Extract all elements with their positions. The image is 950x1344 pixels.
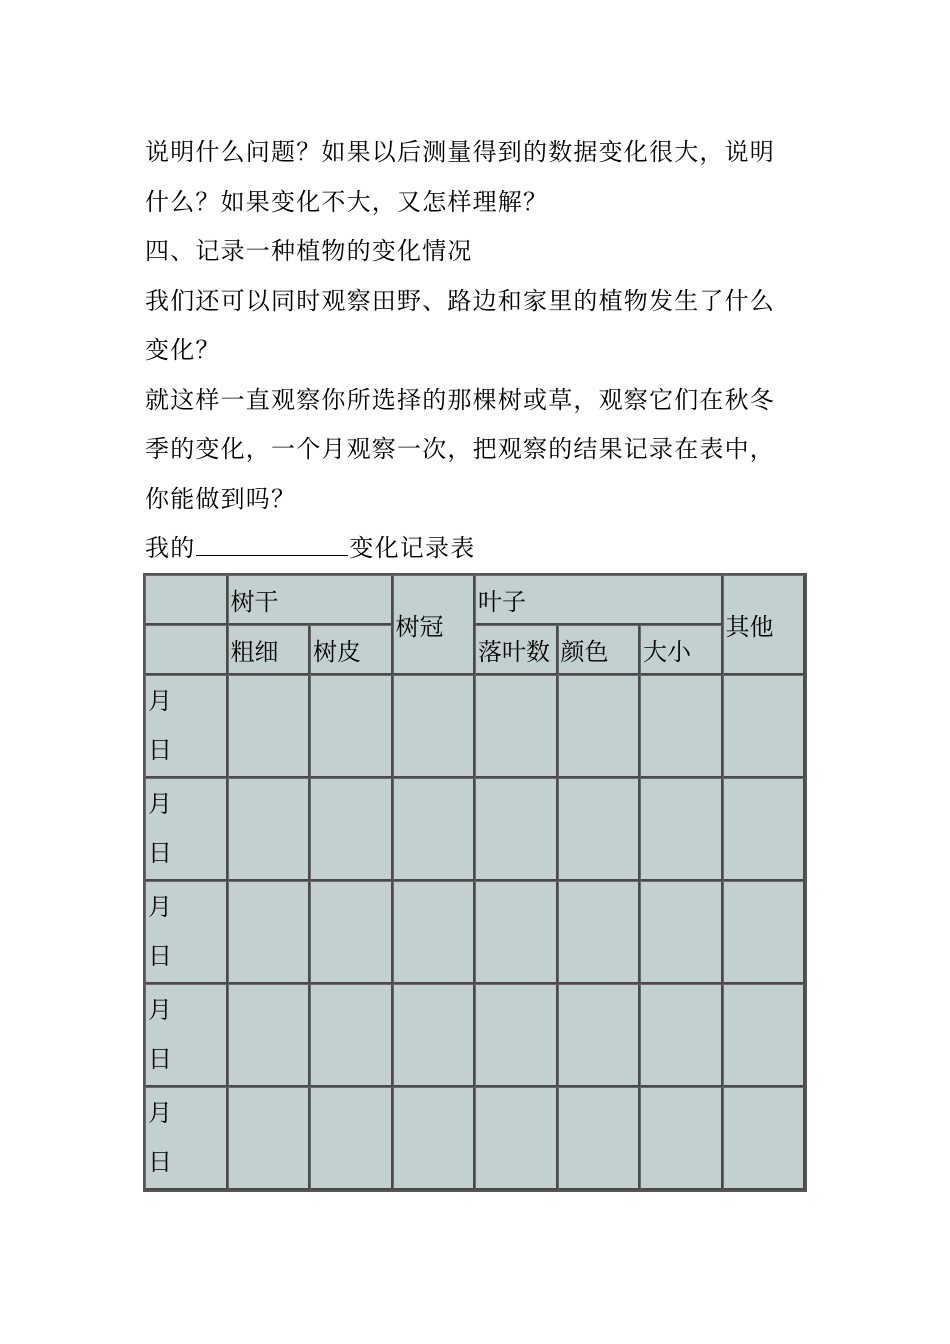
paragraph-line: 我们还可以同时观察田野、路边和家里的植物发生了什么 <box>145 286 775 315</box>
cell-size[interactable] <box>640 984 723 1087</box>
cell-color[interactable] <box>558 984 641 1087</box>
cell-size[interactable] <box>640 881 723 984</box>
paragraph-line: 说明什么问题？如果以后测量得到的数据变化很大，说明 <box>145 138 775 166</box>
day-label: 日 <box>148 1045 172 1073</box>
document-body <box>145 128 815 574</box>
cell-fallen-count[interactable] <box>475 881 558 984</box>
cell-size[interactable] <box>640 778 723 881</box>
header-thickness: 粗细 <box>228 625 311 675</box>
cell-bark[interactable] <box>310 778 393 881</box>
plant-record-table <box>143 573 807 1192</box>
cell-color[interactable] <box>558 778 641 881</box>
header-bark: 树皮 <box>310 625 393 675</box>
table-row <box>145 778 805 881</box>
header-row-1 <box>145 575 805 625</box>
cell-color[interactable] <box>558 1087 641 1190</box>
cell-color[interactable] <box>558 881 641 984</box>
cell-other[interactable] <box>723 675 806 778</box>
corner-cell <box>145 575 228 625</box>
header-other: 其他 <box>723 575 806 675</box>
cell-thickness[interactable] <box>228 778 311 881</box>
corner-cell-lower <box>145 625 228 675</box>
fill-in-blank[interactable] <box>196 533 348 556</box>
cell-other[interactable] <box>723 984 806 1087</box>
table-row <box>145 984 805 1087</box>
cell-fallen-count[interactable] <box>475 1087 558 1190</box>
date-cell <box>145 984 228 1087</box>
cell-crown[interactable] <box>393 778 476 881</box>
paragraph-line: 什么？如果变化不大，又怎样理解？ <box>145 187 549 216</box>
date-cell <box>145 881 228 984</box>
date-cell <box>145 675 228 778</box>
header-row-2 <box>145 625 805 675</box>
month-label: 月 <box>148 790 172 818</box>
cell-other[interactable] <box>723 778 806 881</box>
date-cell <box>145 1087 228 1190</box>
paragraph-line: 你能做到吗？ <box>145 484 297 513</box>
day-label: 日 <box>148 736 172 764</box>
cell-size[interactable] <box>640 1087 723 1190</box>
header-size: 大小 <box>640 625 723 675</box>
table-row <box>145 1087 805 1190</box>
cell-crown[interactable] <box>393 1087 476 1190</box>
header-leaves: 叶子 <box>475 575 723 625</box>
cell-thickness[interactable] <box>228 881 311 984</box>
paragraph-line: 季的变化，一个月观察一次，把观察的结果记录在表中， <box>145 435 775 463</box>
cell-other[interactable] <box>723 1087 806 1190</box>
date-cell <box>145 778 228 881</box>
cell-size[interactable] <box>640 675 723 778</box>
table-row <box>145 881 805 984</box>
cell-crown[interactable] <box>393 675 476 778</box>
month-label: 月 <box>148 996 172 1024</box>
month-label: 月 <box>148 1099 172 1127</box>
cell-thickness[interactable] <box>228 1087 311 1190</box>
month-label: 月 <box>148 893 172 921</box>
cell-fallen-count[interactable] <box>475 778 558 881</box>
cell-bark[interactable] <box>310 984 393 1087</box>
table-title-prefix: 我的 <box>145 534 196 562</box>
cell-crown[interactable] <box>393 881 476 984</box>
cell-fallen-count[interactable] <box>475 675 558 778</box>
cell-thickness[interactable] <box>228 984 311 1087</box>
paragraph-line: 变化？ <box>145 336 221 364</box>
table-title-suffix: 变化记录表 <box>349 534 476 562</box>
header-fallen-count: 落叶数 <box>475 625 558 675</box>
day-label: 日 <box>148 942 172 970</box>
day-label: 日 <box>148 1148 172 1176</box>
day-label: 日 <box>148 839 172 867</box>
cell-bark[interactable] <box>310 1087 393 1190</box>
cell-other[interactable] <box>723 881 806 984</box>
cell-thickness[interactable] <box>228 675 311 778</box>
cell-bark[interactable] <box>310 881 393 984</box>
paragraph-line: 就这样一直观察你所选择的那棵树或草，观察它们在秋冬 <box>145 385 775 414</box>
table-title <box>145 524 815 574</box>
cell-crown[interactable] <box>393 984 476 1087</box>
month-label: 月 <box>148 687 172 715</box>
section-heading: 四、记录一种植物的变化情况 <box>145 237 473 265</box>
cell-color[interactable] <box>558 675 641 778</box>
header-trunk: 树干 <box>228 575 393 625</box>
table-row <box>145 675 805 778</box>
cell-fallen-count[interactable] <box>475 984 558 1087</box>
header-crown: 树冠 <box>393 575 476 675</box>
cell-bark[interactable] <box>310 675 393 778</box>
header-color: 颜色 <box>558 625 641 675</box>
